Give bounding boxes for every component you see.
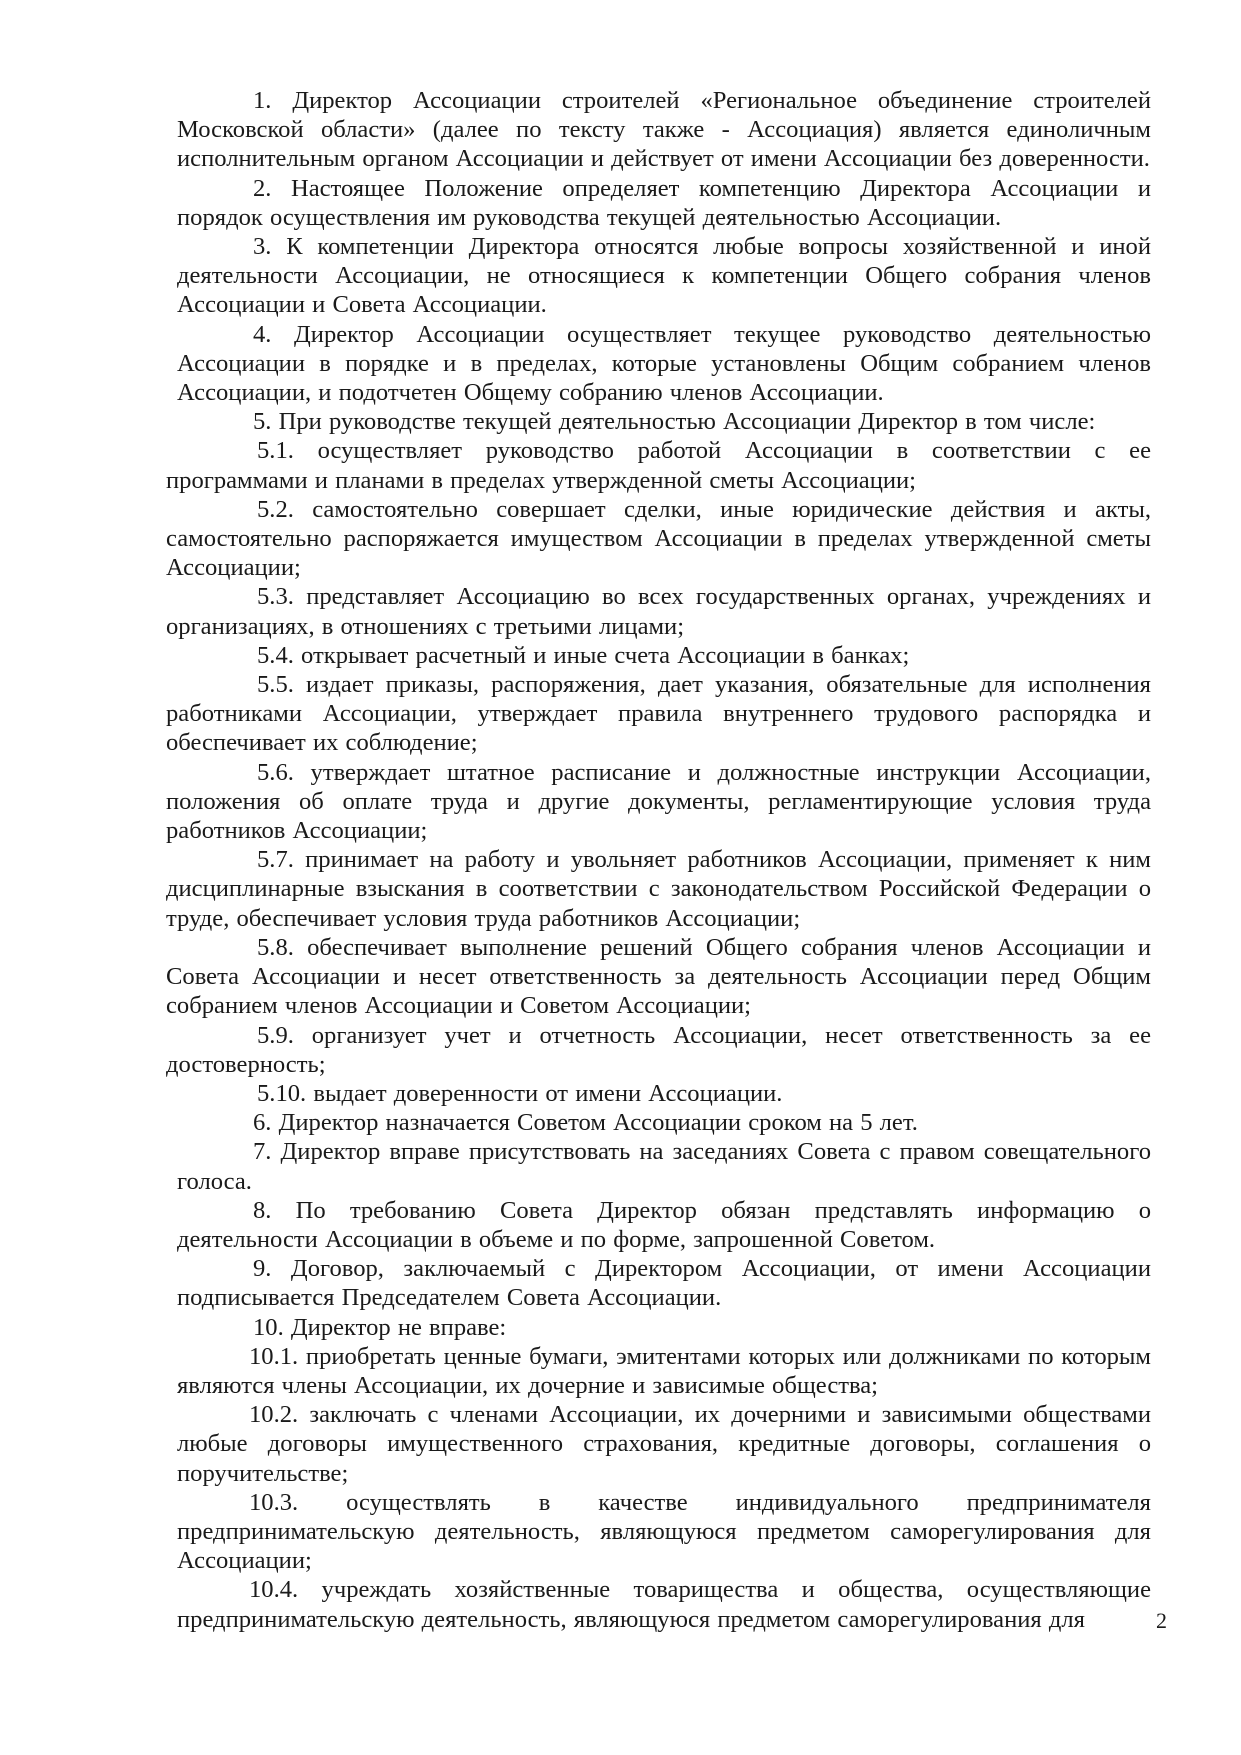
paragraph-5-2: 5.2. самостоятельно совершает сделки, иные юридические действия и акты, самостоятельно распоряжается имуществом Ассоциации в пределах утвержденной сметы Ассоциации; <box>166 495 1151 582</box>
paragraph-2: 2. Настоящее Положение определяет компетенцию Директора Ассоциации и порядок осуществления им руководства текущей деятельностью Ассоциации. <box>177 174 1151 231</box>
paragraph-5-4: 5.4. открывает расчетный и иные счета Ассоциации в банках; <box>257 641 910 669</box>
paragraph-10-3: 10.3. осуществлять в качестве индивидуального предпринимателя предпринимательскую деятельность, являющуюся предметом саморегулирования для Ассоциации; <box>177 1488 1151 1575</box>
paragraph-9: 9. Договор, заключаемый с Директором Ассоциации, от имени Ассоциации подписывается Председателем Совета Ассоциации. <box>177 1255 1151 1312</box>
paragraph-5-5: 5.5. издает приказы, распоряжения, дает указания, обязательные для исполнения работниками Ассоциации, утверждает правила внутреннего трудового распорядка и обеспечивает их соблюдение; <box>166 671 1151 757</box>
paragraph-10-1: 10.1. приобретать ценные бумаги, эмитентами которых или должниками по которым являются члены Ассоциации, их дочерние и зависимые общества; <box>177 1342 1151 1399</box>
paragraph-3: 3. К компетенции Директора относятся любые вопросы хозяйственной и иной деятельности Ассоциации, не относящиеся к компетенции Общего собрания членов Ассоциации и Совета Ассоциации. <box>177 233 1151 319</box>
paragraph-5-8: 5.8. обеспечивает выполнение решений Общего собрания членов Ассоциации и Совета Ассоциации и несет ответственность за деятельность Ассоциации перед Общим собранием членов Ассоциации и Советом Ассоциации; <box>166 933 1151 1020</box>
paragraph-5-7: 5.7. принимает на работу и увольняет работников Ассоциации, применяет к ним дисциплинарные взыскания в соответствии с законодательством Российской Федерации о труде, обеспечивает условия труда работников Ассоциации; <box>166 846 1151 932</box>
paragraph-5-6: 5.6. утверждает штатное расписание и должностные инструкции Ассоциации, положения об оплате труда и другие документы, регламентирующие условия труда работников Ассоциации; <box>166 758 1151 845</box>
paragraph-5-3: 5.3. представляет Ассоциацию во всех государственных органах, учреждениях и организациях, в отношениях с третьими лицами; <box>166 583 1151 640</box>
paragraph-5-10: 5.10. выдает доверенности от имени Ассоциации. <box>257 1079 783 1107</box>
paragraph-10: 10. Директор не вправе: <box>253 1313 507 1341</box>
page-number: 2 <box>1156 1608 1167 1633</box>
paragraph-1: 1. Директор Ассоциации строителей «Региональное объединение строителей Московской области» (далее по тексту также - Ассоциация) является единоличным исполнительным органом Ассоциации и действует от имени Ассоциации без доверенности. <box>177 87 1151 173</box>
document-body <box>166 86 1151 1634</box>
paragraph-5-1: 5.1. осуществляет руководство работой Ассоциации в соответствии с ее программами и планами в пределах утвержденной сметы Ассоциации; <box>166 437 1151 494</box>
paragraph-10-2: 10.2. заключать с членами Ассоциации, их дочерними и зависимыми обществами любые договоры имущественного страхования, кредитные договоры, соглашения о поручительстве; <box>177 1401 1151 1487</box>
paragraph-6: 6. Директор назначается Советом Ассоциации сроком на 5 лет. <box>253 1109 918 1137</box>
paragraph-8: 8. По требованию Совета Директор обязан представлять информацию о деятельности Ассоциации в объеме и по форме, запрошенной Советом. <box>177 1196 1151 1253</box>
paragraph-7: 7. Директор вправе присутствовать на заседаниях Совета с правом совещательного голоса. <box>177 1138 1151 1195</box>
paragraph-5: 5. При руководстве текущей деятельностью Ассоциации Директор в том числе: <box>253 408 1096 436</box>
paragraph-10-4: 10.4. учреждать хозяйственные товарищества и общества, осуществляющие предпринимательскую деятельность, являющуюся предметом саморегулирования для <box>177 1576 1151 1633</box>
paragraph-5-9: 5.9. организует учет и отчетность Ассоциации, несет ответственность за ее достоверность; <box>166 1021 1151 1078</box>
paragraph-4: 4. Директор Ассоциации осуществляет текущее руководство деятельностью Ассоциации в порядке и в пределах, которые установлены Общим собранием членов Ассоциации, и подотчетен Общему собранию членов Ассоциации. <box>177 320 1151 407</box>
